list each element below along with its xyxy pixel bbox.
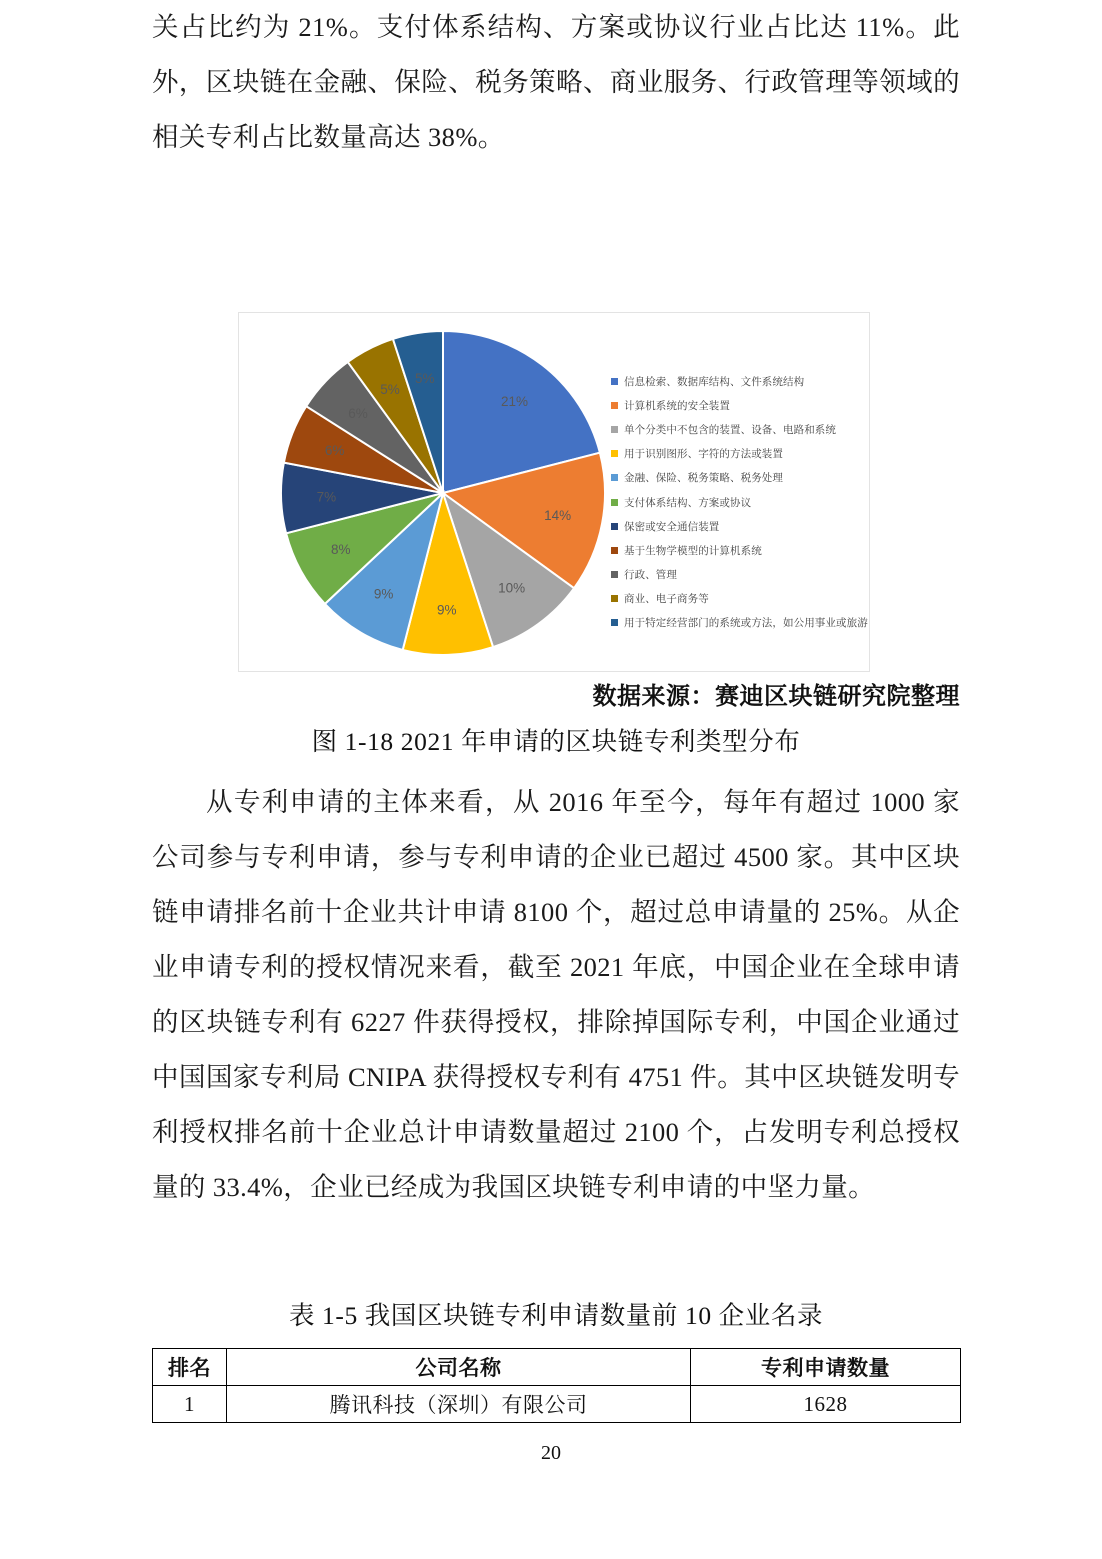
legend-item [611, 514, 861, 538]
pie-chart-graphic [279, 329, 607, 657]
legend-item [611, 442, 861, 466]
pie-slice-label: 7% [316, 489, 337, 505]
legend-label: 支付体系结构、方案或协议 [624, 496, 752, 509]
chart-legend [611, 369, 868, 635]
legend-swatch-icon [611, 595, 618, 602]
table-cell-company: 腾讯科技（深圳）有限公司 [227, 1386, 691, 1423]
legend-label: 单个分类中不包含的装置、设备、电路和系统 [624, 423, 836, 436]
legend-swatch-icon [611, 426, 618, 433]
pie-slice-label: 10% [498, 580, 526, 596]
pie-slice-label: 5% [415, 370, 435, 386]
paragraph-middle: 从专利申请的主体来看，从 2016 年至今，每年有超过 1000 家公司参与专利申请，参与专利申请的企业已超过 4500 家。其中区块链申请排名前十企业共计申请 8100 个，超过总申请量的 25%。从企业申请专利的授权情况来看，截至 2021 年底，中国企业在全球申请的区块链专利有 6227 件获得授权，排除掉国际专利，中国企业通过中国国家专利局 CNIPA 获得授权专利有 4751 件。其中区块链发明专利授权排名前十企业总计申请数量超过 2100 个，占发明专利总授权量的 33.4%，企业已经成为我国区块链专利申请的中坚力量。 [152, 787, 960, 1202]
paragraph-top: 关占比约为 21%。支付体系结构、方案或协议行业占比达 11%。此外，区块链在金融、保险、税务策略、商业服务、行政管理等领域的相关专利占比数量高达 38%。 [152, 12, 960, 152]
legend-item [611, 563, 861, 587]
legend-item [611, 490, 861, 514]
legend-label: 信息检索、数据库结构、文件系统结构 [624, 375, 805, 388]
legend-item [611, 417, 861, 441]
figure-source: 数据来源：赛迪区块链研究院整理 [592, 684, 960, 710]
table-header-count: 专利申请数量 [691, 1349, 961, 1386]
table-caption: 表 1-5 我国区块链专利申请数量前 10 企业名录 [288, 1301, 824, 1330]
legend-label: 基于生物学模型的计算机系统 [624, 544, 762, 557]
legend-label: 保密或安全通信装置 [624, 520, 720, 533]
pie-slice-label: 14% [544, 507, 572, 523]
body-block [152, 775, 960, 1215]
legend-item [611, 538, 861, 562]
legend-swatch-icon [611, 450, 618, 457]
pie-slice-label: 8% [331, 542, 351, 558]
legend-swatch-icon [611, 547, 618, 554]
legend-label: 用于特定经营部门的系统或方法，如公用事业或旅游 [624, 617, 868, 630]
legend-swatch-icon [611, 571, 618, 578]
legend-label: 行政、管理 [624, 569, 677, 582]
legend-item [611, 466, 861, 490]
legend-swatch-icon [611, 378, 618, 385]
table-header-row [153, 1349, 961, 1386]
legend-swatch-icon [611, 499, 618, 506]
pie-svg [279, 329, 607, 657]
legend-swatch-icon [611, 474, 618, 481]
legend-swatch-icon [611, 523, 618, 530]
pie-slice-label: 6% [348, 406, 368, 422]
table-cell-count: 1628 [691, 1386, 961, 1423]
pie-slice-label: 21% [500, 393, 529, 409]
table-row [153, 1386, 961, 1423]
legend-label: 用于识别图形、字符的方法或装置 [624, 448, 783, 461]
page-number: 20 [541, 1442, 561, 1464]
pie-slice-label: 9% [436, 602, 457, 618]
legend-item [611, 587, 861, 611]
legend-label: 商业、电子商务等 [624, 593, 709, 606]
table-header-company: 公司名称 [227, 1349, 691, 1386]
pie-slice-label: 9% [373, 586, 394, 602]
legend-label: 金融、保险、税务策略、税务处理 [624, 472, 783, 485]
table-header-rank: 排名 [153, 1349, 227, 1386]
pie-slice-label: 5% [380, 382, 400, 398]
legend-swatch-icon [611, 619, 618, 626]
table-cell-rank: 1 [153, 1386, 227, 1423]
top-companies-table [152, 1348, 961, 1423]
legend-item [611, 369, 861, 393]
pie-slice-label: 6% [324, 443, 345, 459]
legend-swatch-icon [611, 402, 618, 409]
legend-label: 计算机系统的安全装置 [624, 399, 730, 412]
legend-item [611, 611, 868, 635]
figure-caption: 图 1-18 2021 年申请的区块链专利类型分布 [311, 727, 801, 756]
legend-item [611, 393, 861, 417]
page-content [152, 0, 960, 1417]
pie-chart-figure [238, 312, 870, 672]
